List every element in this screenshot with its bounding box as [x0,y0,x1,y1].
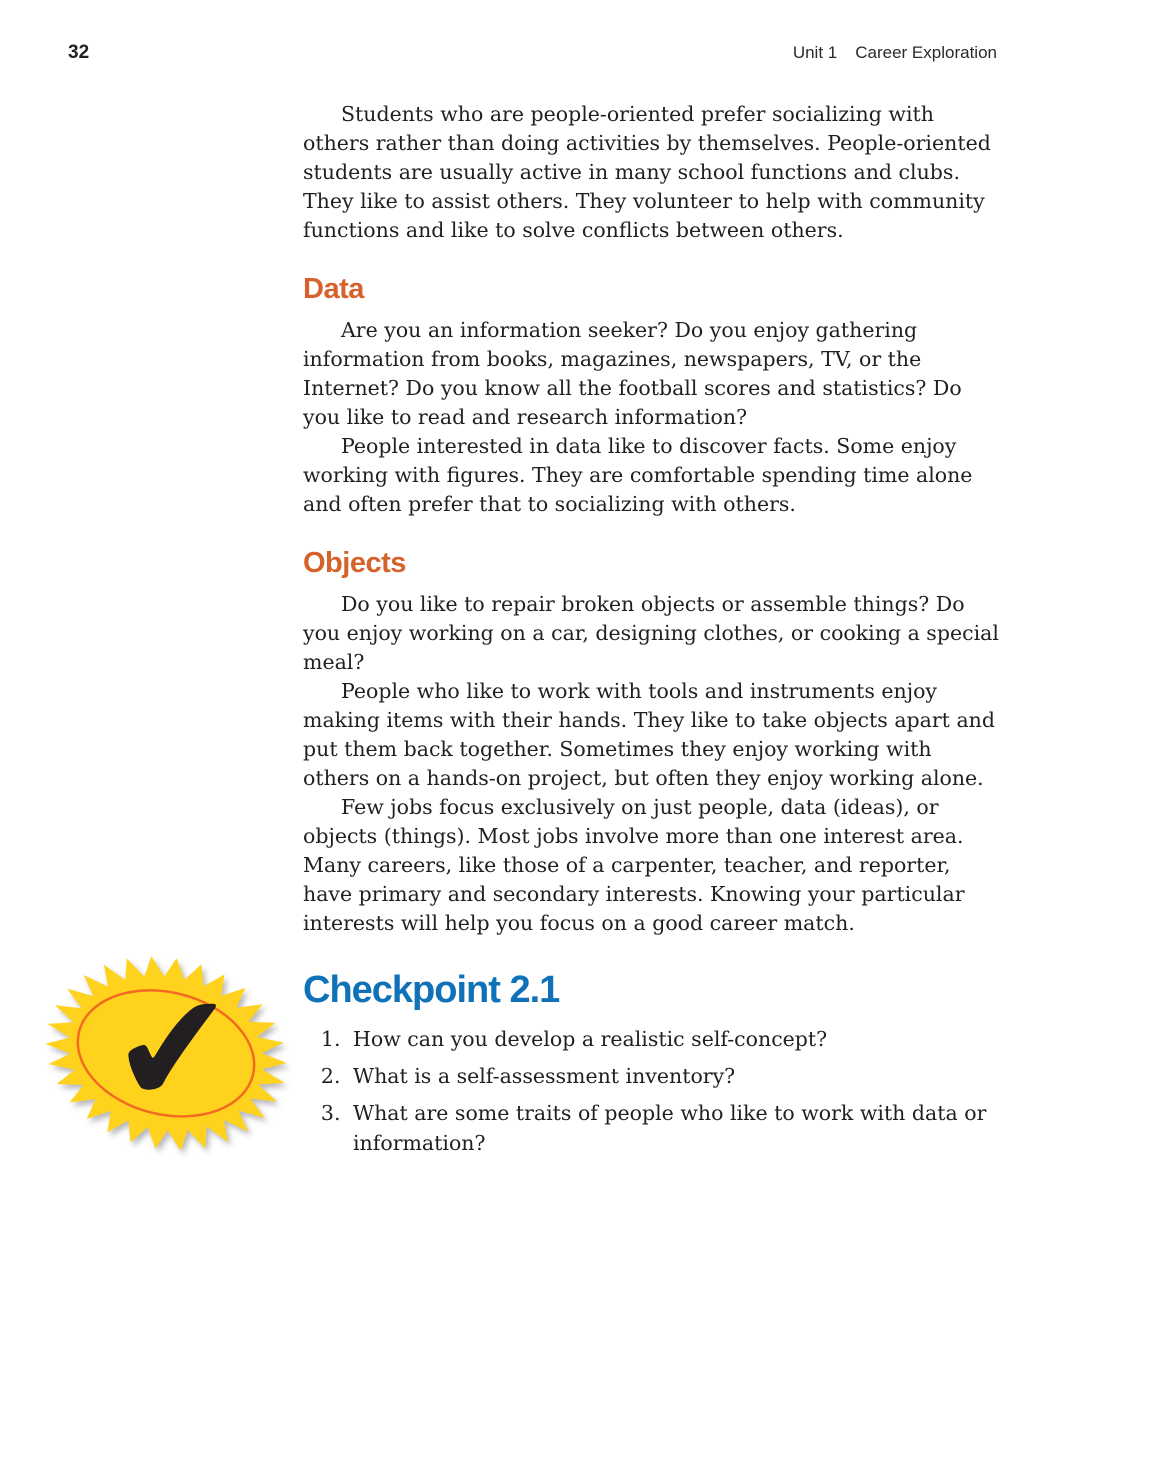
checkpoint-question: 2. What is a self-assessment inventory? [347,1061,1000,1091]
unit-label: Unit 1 [792,43,838,62]
running-head-right [793,43,997,63]
text-column [303,100,1000,1165]
page-number: 32 [68,42,90,63]
section-heading-data: Data [303,273,364,305]
checkpoint-question: 3. What are some traits of people who like to work with data or information? [347,1098,1000,1158]
paragraph: People who like to work with tools and instruments enjoy making items with their hands. They like to take objects apart and put them back together. Sometimes they enjoy working with others on a hands-on project, but often they enjoy working alone. [303,679,995,790]
running-head [68,42,997,64]
paragraph: Are you an information seeker? Do you enjoy gathering information from books, magazines, newspapers, TV, or the Internet? Do you know all the football scores and statistics? Do you like to read and research information? [303,318,962,429]
checkpoint-badge [38,950,294,1168]
paragraph: Do you like to repair broken objects or assemble things? Do you enjoy working on a car, designing clothes, or cooking a special meal? [303,592,999,674]
checkpoint-question: 1. How can you develop a realistic self-concept? [347,1024,1000,1054]
paragraph: People interested in data like to discover facts. Some enjoy working with figures. They are comfortable spending time alone and often prefer that to socializing with others. [303,434,973,516]
checkmark-icon: ✔ [104,958,243,1142]
intro-paragraph: Students who are people-oriented prefer socializing with others rather than doing activities by themselves. People-oriented students are usually active in many school functions and clubs. They like to assist others. They volunteer to help with community functions and like to solve conflicts between others. [303,102,991,242]
section-heading-objects: Objects [303,547,406,579]
unit-title: Career Exploration [855,43,997,62]
checkpoint-question-list [303,1024,1000,1158]
checkpoint-title: Checkpoint 2.1 [303,969,560,1011]
paragraph: Few jobs focus exclusively on just people, data (ideas), or objects (things). Most jobs involve more than one interest area. Many careers, like those of a carpenter, teacher, and reporter, have primary and secondary interests. Knowing your particular interests will help you focus on a good career match. [303,795,965,935]
